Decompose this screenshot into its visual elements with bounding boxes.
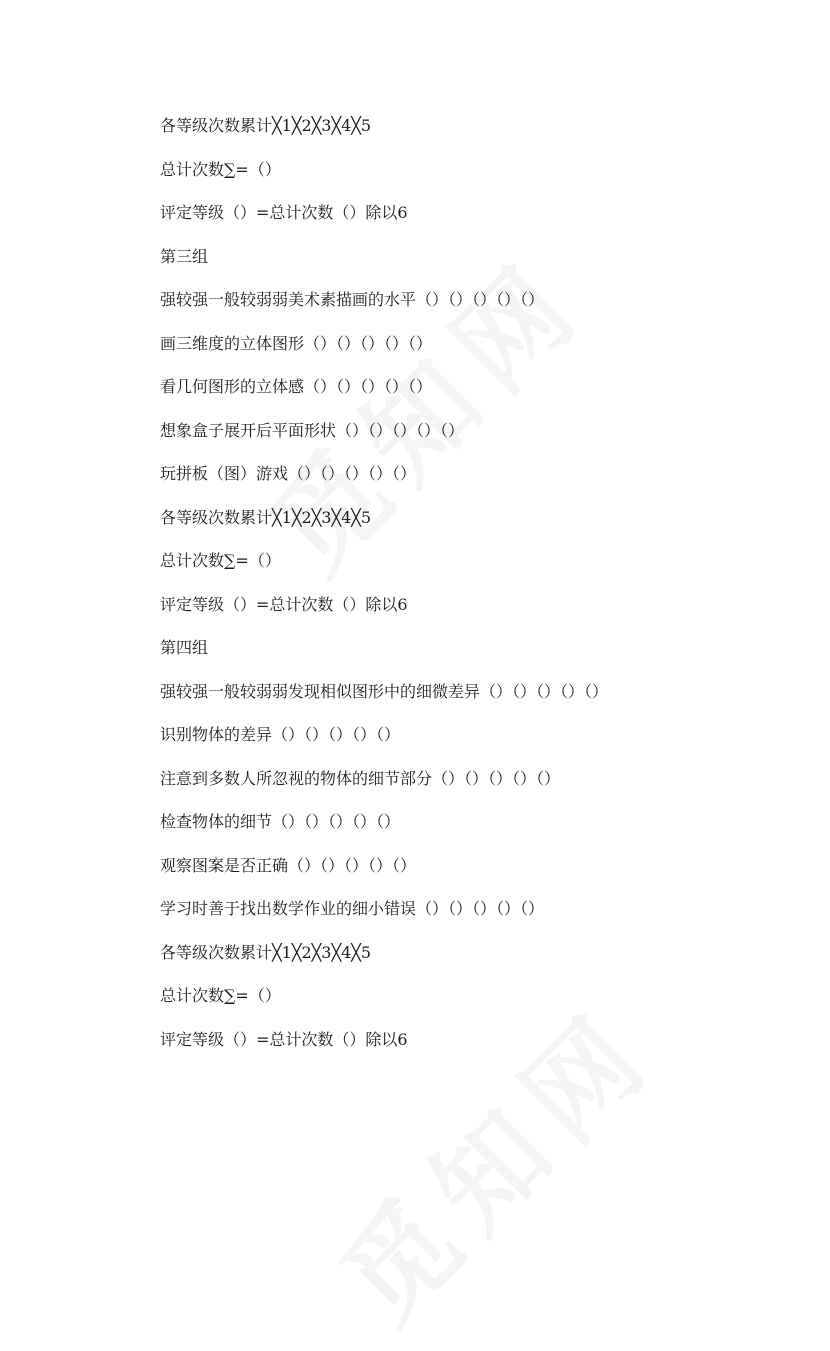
question-line: 看几何图形的立体感（）（）（）（）（） — [160, 377, 433, 396]
group-heading: 第四组 — [160, 638, 209, 657]
tally-line: 各等级次数累计╳1╳2╳3╳4╳5 — [160, 116, 372, 135]
rating-line: 评定等级（）=总计次数（）除以6 — [160, 594, 408, 614]
question-line: 观察图案是否正确（）（）（）（）（） — [160, 855, 417, 875]
question-line: 检查物体的细节（）（）（）（）（） — [160, 812, 401, 831]
question-line: 强较强一般较弱弱美术素描画的水平（）（）（）（）（） — [160, 290, 545, 309]
rating-line: 评定等级（）=总计次数（）除以6 — [160, 203, 408, 222]
question-line: 学习时善于找出数学作业的细小错误（）（）（）（）（） — [160, 899, 545, 918]
total-line: 总计次数∑=（） — [160, 986, 281, 1005]
question-line: 玩拼板（图）游戏（）（）（）（）（） — [160, 464, 417, 483]
question-line: 识别物体的差异（）（）（）（）（） — [160, 725, 401, 744]
question-line: 强较强一般较弱弱发现相似图形中的细微差异（）（）（）（）（） — [160, 681, 609, 701]
question-line: 注意到多数人所忽视的物体的细节部分（）（）（）（）（） — [160, 768, 561, 788]
tally-line: 各等级次数累计╳1╳2╳3╳4╳5 — [160, 942, 372, 962]
question-line: 画三维度的立体图形（）（）（）（）（） — [160, 333, 433, 353]
total-line: 总计次数∑=（） — [160, 551, 281, 570]
document-body — [160, 112, 780, 1069]
group-heading: 第三组 — [160, 246, 209, 266]
question-line: 想象盒子展开后平面形状（）（）（）（）（） — [160, 420, 465, 440]
total-line: 总计次数∑=（） — [160, 159, 281, 179]
tally-line: 各等级次数累计╳1╳2╳3╳4╳5 — [160, 507, 372, 527]
rating-line: 评定等级（）=总计次数（）除以6 — [160, 1029, 408, 1049]
